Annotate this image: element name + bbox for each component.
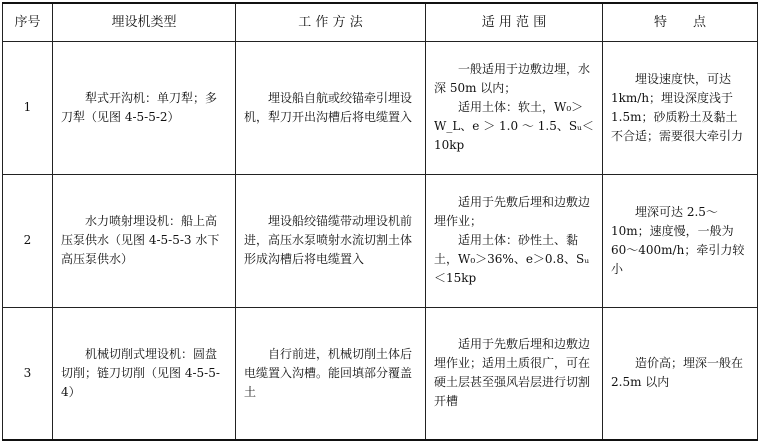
scope-line-1: 适用于先敷后埋和边敷边埋作业；适用土质很广，可在硬土层甚至强风岩层进行切割开槽 — [434, 337, 591, 409]
cable-burying-machine-table — [2, 2, 758, 441]
header-type: 埋设机类型 — [53, 3, 236, 41]
row-method: 自行前进，机械切削土体后电缆置入沟槽。能回填部分覆盖土 — [236, 307, 426, 440]
row-method: 埋设船绞锚缆带动埋设机前进，高压水泵喷射水流切割土体形成沟槽后将电缆置入 — [236, 174, 426, 307]
scope-line-2: 适用土体：砂性土、黏土，W₀＞36%、e＞0.8、Sᵤ＜15kp — [434, 233, 590, 285]
table-row — [3, 41, 758, 174]
row-type: 机械切削式埋设机：圆盘切削；链刀切削（见图 4-5-5-4） — [53, 307, 236, 440]
row-features: 造价高；埋深一般在2.5m 以内 — [603, 307, 758, 440]
scope-line-1: 一般适用于边敷边埋，水深 50m 以内； — [434, 62, 591, 95]
scope-line-1: 适用于先敷后埋和边敷边埋作业； — [434, 195, 591, 228]
row-features: 埋设速度快，可达1km/h；埋设深度浅于1.5m；砂质粉土及黏土不合适；需要很大牵引力 — [603, 41, 758, 174]
table-row — [3, 174, 758, 307]
row-type: 犁式开沟机：单刀犁；多刀犁（见图 4-5-5-2） — [53, 41, 236, 174]
table-row — [3, 307, 758, 440]
scope-line-2: 适用土体：软土，W₀＞W_L、e ＞ 1.0 ～ 1.5、Sᵤ＜10kp — [434, 100, 594, 152]
row-seq: 1 — [3, 41, 53, 174]
row-seq: 3 — [3, 307, 53, 440]
row-seq: 2 — [3, 174, 53, 307]
row-scope — [426, 41, 603, 174]
header-row — [3, 3, 758, 41]
row-scope — [426, 174, 603, 307]
header-seq: 序号 — [3, 3, 53, 41]
row-features: 埋深可达 2.5～10m；速度慢，一般为 60～400m/h；牵引力较小 — [603, 174, 758, 307]
header-features: 特 点 — [603, 3, 758, 41]
row-scope — [426, 307, 603, 440]
row-method: 埋设船自航或绞锚牵引埋设机，犁刀开出沟槽后将电缆置入 — [236, 41, 426, 174]
header-scope: 适 用 范 围 — [426, 3, 603, 41]
header-method: 工 作 方 法 — [236, 3, 426, 41]
row-type: 水力喷射埋设机：船上高压泵供水（见图 4-5-5-3 水下高压泵供水） — [53, 174, 236, 307]
